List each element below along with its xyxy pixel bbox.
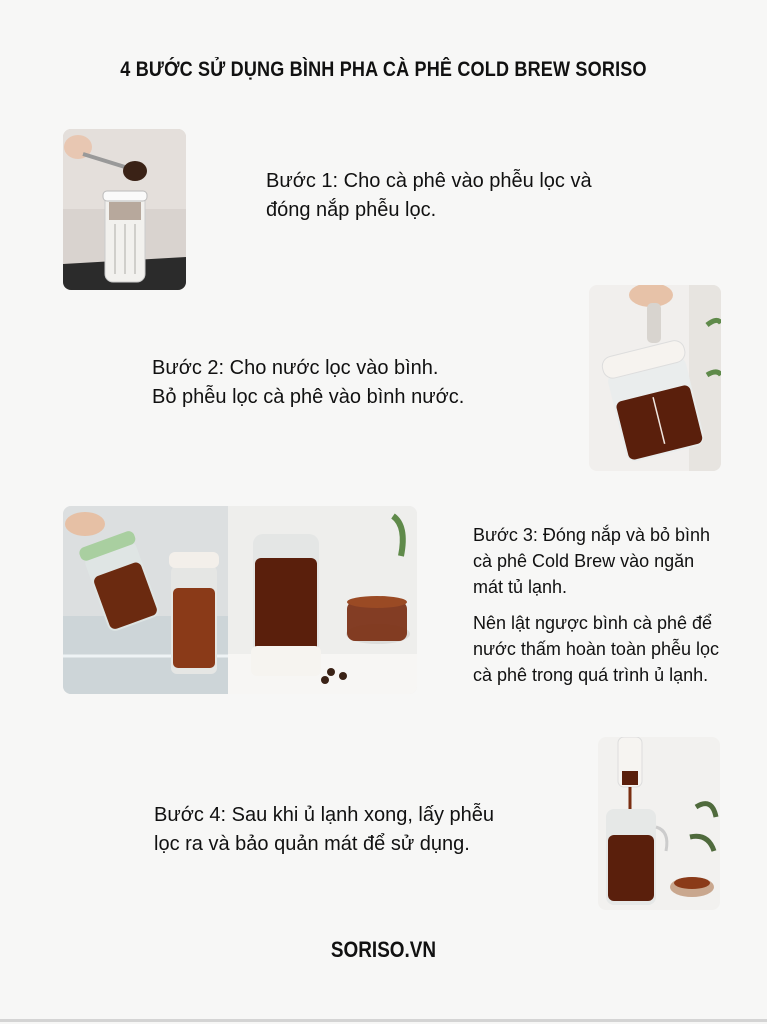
step-4-line-2: lọc ra và bảo quản mát để sử dụng. (154, 833, 470, 855)
footer-brand: SORISO.VN (330, 937, 437, 962)
step-2-text (152, 354, 464, 412)
step-1-text (266, 167, 592, 225)
step-4-text (154, 801, 494, 859)
step-1-image (63, 129, 186, 290)
bottom-divider (0, 1019, 767, 1022)
step-2-photo (589, 285, 721, 471)
step-1-line-2: đóng nắp phễu lọc. (266, 199, 437, 221)
step-4-image (598, 737, 720, 910)
page-title: 4 BƯỚC SỬ DỤNG BÌNH PHA CÀ PHÊ COLD BREW SORISO (120, 58, 647, 81)
step-1-line-1: Bước 1: Cho cà phê vào phễu lọc và (266, 170, 592, 192)
step-3-text (473, 522, 723, 688)
step-3-image (63, 506, 417, 694)
step-2-line-1: Bước 2: Cho nước lọc vào bình. (152, 357, 439, 379)
step-3-paragraph-2: Nên lật ngược bình cà phê để nước thấm hoàn toàn phễu lọc cà phê trong quá trình ủ lạnh. (473, 613, 720, 685)
step-2-image (589, 285, 721, 471)
step-4-photo (598, 737, 720, 910)
step-3-photo (63, 506, 417, 694)
step-4-line-1: Bước 4: Sau khi ủ lạnh xong, lấy phễu (154, 804, 495, 826)
step-1-photo (63, 129, 186, 290)
step-2-line-2: Bỏ phễu lọc cà phê vào bình nước. (152, 386, 465, 408)
step-3-paragraph-1: Bước 3: Đóng nắp và bỏ bình cà phê Cold Brew vào ngăn mát tủ lạnh. (473, 525, 711, 597)
